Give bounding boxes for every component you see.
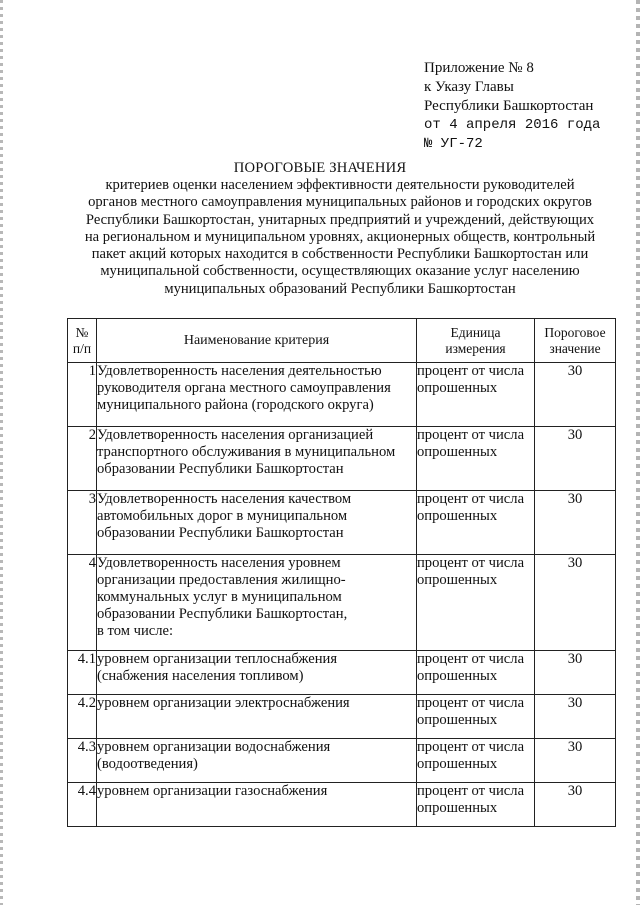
table-row xyxy=(68,555,616,651)
unit-line: опрошенных xyxy=(417,508,498,524)
scan-edge-left xyxy=(0,0,3,905)
table-row xyxy=(68,651,616,695)
criterion-name-line: транспортного обслуживания в муниципальном xyxy=(97,444,396,460)
row-number: 4 xyxy=(68,555,97,651)
criterion-name-line: Удовлетворенность населения организацией xyxy=(97,427,374,443)
unit-line: процент от числа xyxy=(417,783,525,799)
unit-of-measure xyxy=(417,555,535,651)
unit-line: опрошенных xyxy=(417,712,498,728)
appendix-line: к Указу Главы xyxy=(424,79,514,95)
threshold-value: 30 xyxy=(535,555,616,651)
criterion-name-line: уровнем организации газоснабжения xyxy=(97,783,328,799)
table-row xyxy=(68,695,616,739)
unit-line: процент от числа xyxy=(417,555,525,571)
appendix-number: № УГ-72 xyxy=(424,136,483,152)
subtitle-line: критериев оценки населением эффективности деятельности руководителей xyxy=(105,177,575,193)
header-unit-line: измерения xyxy=(445,340,506,356)
threshold-value: 30 xyxy=(535,363,616,427)
criterion-name-line: руководителя органа местного самоуправления xyxy=(97,380,391,396)
criterion-name-line: образовании Республики Башкортостан, xyxy=(97,606,348,622)
criterion-name xyxy=(97,491,417,555)
row-number: 3 xyxy=(68,491,97,555)
criterion-name-line: образовании Республики Башкортостан xyxy=(97,525,344,541)
row-number: 2 xyxy=(68,427,97,491)
criterion-name xyxy=(97,427,417,491)
unit-line: процент от числа xyxy=(417,695,525,711)
table-header-row xyxy=(68,319,616,363)
appendix-line: Приложение № 8 xyxy=(424,60,534,76)
criterion-name xyxy=(97,695,417,739)
unit-line: опрошенных xyxy=(417,800,498,816)
row-number: 4.4 xyxy=(68,783,97,827)
criterion-name-line: (снабжения населения топливом) xyxy=(97,668,304,684)
table-row xyxy=(68,363,616,427)
table-row xyxy=(68,427,616,491)
subtitle-line: на региональном и муниципальном уровнях, акционерных обществ, контрольный xyxy=(84,228,596,245)
unit-line: опрошенных xyxy=(417,444,498,460)
unit-of-measure xyxy=(417,739,535,783)
header-threshold xyxy=(535,319,616,363)
unit-of-measure xyxy=(417,695,535,739)
unit-of-measure xyxy=(417,427,535,491)
criterion-name-line: Удовлетворенность населения уровнем xyxy=(97,555,341,571)
criterion-name xyxy=(97,783,417,827)
scan-edge-right xyxy=(636,0,640,905)
row-number: 1 xyxy=(68,363,97,427)
criterion-name-line: организации предоставления жилищно- xyxy=(97,572,346,588)
table-row xyxy=(68,491,616,555)
criterion-name-line: муниципального района (городского округа) xyxy=(97,397,374,413)
threshold-value: 30 xyxy=(535,695,616,739)
unit-of-measure xyxy=(417,491,535,555)
row-number: 4.3 xyxy=(68,739,97,783)
criteria-table-body xyxy=(68,363,616,827)
criterion-name-line: Удовлетворенность населения деятельностью xyxy=(97,363,382,379)
unit-of-measure xyxy=(417,651,535,695)
unit-line: опрошенных xyxy=(417,756,498,772)
subtitle-line: муниципальных образований Республики Башкортостан xyxy=(164,280,516,297)
threshold-value: 30 xyxy=(535,491,616,555)
criterion-name-line: Удовлетворенность населения качеством xyxy=(97,491,352,507)
criterion-name-line: уровнем организации электроснабжения xyxy=(97,695,350,711)
header-unit-line: Единица xyxy=(450,324,501,340)
document-subtitle xyxy=(60,177,620,298)
header-threshold-line: значение xyxy=(549,340,601,356)
criterion-name-line: (водоотведения) xyxy=(97,756,198,772)
criterion-name-line: образовании Республики Башкортостан xyxy=(97,461,344,477)
criterion-name xyxy=(97,555,417,651)
header-threshold-line: Пороговое xyxy=(544,324,606,340)
document-title: ПОРОГОВЫЕ ЗНАЧЕНИЯ xyxy=(233,160,407,176)
subtitle-line: органов местного самоуправления муниципальных районов и городских округов xyxy=(88,194,592,211)
header-number-line: п/п xyxy=(72,340,92,356)
unit-line: опрошенных xyxy=(417,668,498,684)
header-unit xyxy=(417,319,535,363)
unit-line: опрошенных xyxy=(417,572,498,588)
criterion-name xyxy=(97,363,417,427)
subtitle-line: пакет акций которых находится в собственности Республики Башкортостан или xyxy=(91,246,589,263)
unit-line: процент от числа xyxy=(417,491,525,507)
threshold-value: 30 xyxy=(535,427,616,491)
subtitle-line: Республики Башкортостан, унитарных предприятий и учреждений, действующих xyxy=(85,211,595,228)
criterion-name-line: в том числе: xyxy=(97,623,174,639)
unit-line: процент от числа xyxy=(417,363,525,379)
threshold-value: 30 xyxy=(535,651,616,695)
criterion-name-line: коммунальных услуг в муниципальном xyxy=(97,589,342,605)
criteria-table xyxy=(67,318,616,827)
row-number: 4.1 xyxy=(68,651,97,695)
header-number xyxy=(68,319,97,363)
header-criterion-name: Наименование критерия xyxy=(97,319,417,363)
appendix-line: Республики Башкортостан xyxy=(424,98,594,114)
threshold-value: 30 xyxy=(535,783,616,827)
criterion-name-line: уровнем организации теплоснабжения xyxy=(97,651,338,667)
criterion-name-line: автомобильных дорог в муниципальном xyxy=(97,508,348,524)
unit-line: процент от числа xyxy=(417,427,525,443)
subtitle-line: муниципальной собственности, осуществляющих оказание услуг населению xyxy=(100,263,580,280)
criterion-name-line: уровнем организации водоснабжения xyxy=(97,739,331,755)
criterion-name xyxy=(97,739,417,783)
unit-of-measure xyxy=(417,783,535,827)
unit-line: опрошенных xyxy=(417,380,498,396)
unit-line: процент от числа xyxy=(417,739,525,755)
appendix-header xyxy=(424,59,600,154)
unit-of-measure xyxy=(417,363,535,427)
appendix-date: от 4 апреля 2016 года xyxy=(424,117,601,133)
threshold-value: 30 xyxy=(535,739,616,783)
table-row xyxy=(68,739,616,783)
unit-line: процент от числа xyxy=(417,651,525,667)
table-row xyxy=(68,783,616,827)
row-number: 4.2 xyxy=(68,695,97,739)
header-number-line: № xyxy=(75,324,89,340)
criterion-name xyxy=(97,651,417,695)
